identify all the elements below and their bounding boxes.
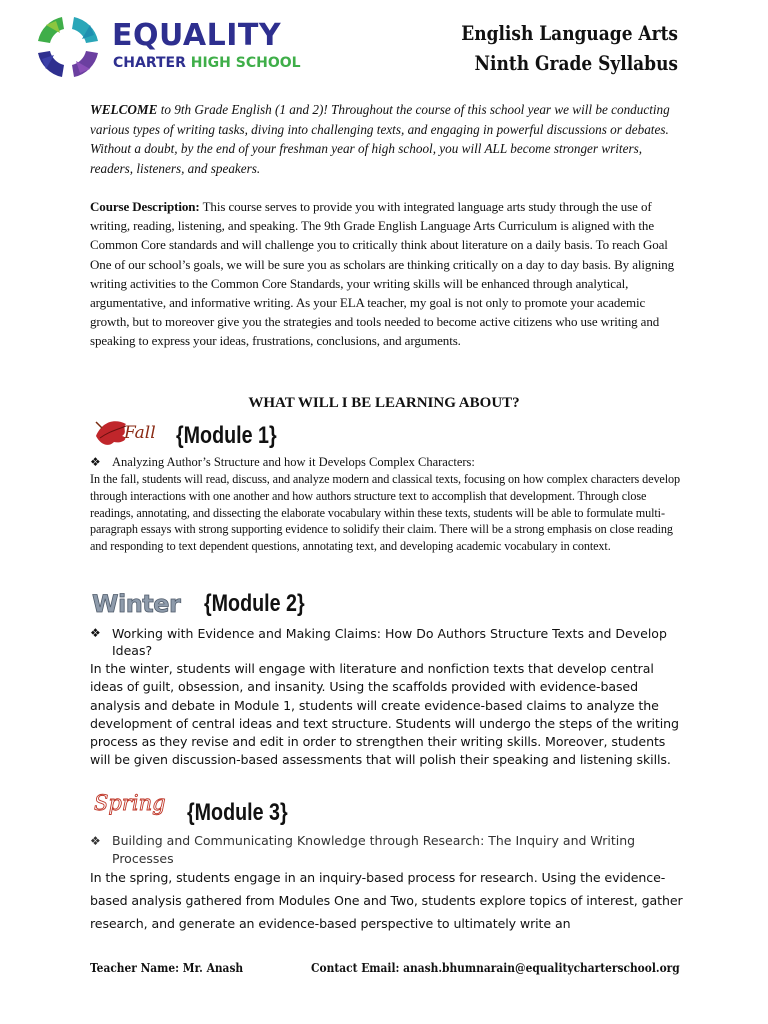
welcome-text: to 9th Grade English (1 and 2)! Throughout the course of this school year we will be conducting various types of writing tasks, diving into challenging texts, and engaging in powerful discussions or debates. Without a doubt, by the end of your freshman year of high school, you will ALL become stronger writers, readers, listeners, and speakers. [90, 102, 670, 176]
spring-season-label: Spring [94, 791, 166, 815]
course-description [90, 197, 685, 351]
module-1-bullet [90, 455, 690, 470]
diamond-bullet-icon: ❖ [90, 626, 101, 640]
module-2-body: In the winter, students will engage with literature and nonfiction texts that develop central ideas of guilt, obsession, and insanity. Using the scaffolds provided with evidence-based analysis and debate in Module 1, students will create evidence-based claims to analyze the development of central ideas and text structure. Students will undergo the steps of the writing process as they revise and edit in order to strengthen their writing skills. Moreover, students will be given discussion-based assessments that will polish their speaking and listening skills. [90, 661, 679, 768]
school-logo-icon [28, 8, 108, 86]
learning-heading: WHAT WILL I BE LEARNING ABOUT? [248, 395, 520, 411]
school-name: EQUALITY [112, 18, 282, 53]
module-1-title: {Module 1} [176, 422, 277, 449]
winter-snow-icon [90, 588, 196, 618]
school-subtitle-charter: CHARTER [113, 55, 191, 71]
course-title-line1: English Language Arts [461, 21, 678, 45]
course-title-line2: Ninth Grade Syllabus [474, 51, 678, 75]
contact-email[interactable]: Contact Email: anash.bhumnarain@equalitycharterschool.org [311, 960, 680, 975]
module-2-title: {Module 2} [204, 590, 305, 617]
module-3-bullet-text: Building and Communicating Knowledge through Research: The Inquiry and Writing Processes [112, 833, 636, 866]
diamond-bullet-icon: ❖ [90, 455, 101, 469]
course-title [423, 18, 678, 78]
module-1-bullet-text: Analyzing Author’s Structure and how it Develops Complex Characters: [112, 455, 475, 469]
teacher-name: Teacher Name: Mr. Anash [90, 960, 244, 975]
school-subtitle [113, 55, 301, 71]
module-3-bullet [90, 832, 690, 868]
module-2-bullet-text: Working with Evidence and Making Claims: How Do Authors Structure Texts and Develop Ideas? [112, 626, 667, 658]
welcome-paragraph [90, 100, 680, 178]
school-subtitle-highschool: HIGH SCHOOL [190, 55, 301, 71]
module-3-title: {Module 3} [187, 799, 288, 826]
module-2-bullet [90, 625, 690, 659]
diamond-bullet-icon: ❖ [90, 834, 101, 848]
spring-flower-icon [92, 788, 186, 820]
fall-season-label: Fall [124, 423, 156, 443]
winter-season-label: Winter [92, 590, 181, 618]
fall-leaf-icon [92, 414, 176, 452]
course-description-text: This course serves to provide you with integrated language arts study through the use of writing, reading, listening, and speaking. The 9th Grade English Language Arts Curriculum is aligned with the Common Core standards and will challenge you to critically think about literature on a daily basis. To reach Goal One of our school’s goals, we will be sure you as scholars are thinking critically on a day to day basis. By aligning writing activities to the Common Core Standards, your writing skills will be enhanced through analytical, argumentative, and informative writing. As your ELA teacher, my goal is not only to promote your academic growth, but to moreover give you the strategies and tools needed to become active citizens who use writing and speaking to express your ideas, frustrations, conclusions, and arguments. [90, 199, 675, 349]
module-3-body: In the spring, students engage in an inquiry-based process for research. Using the evidence-based analysis gathered from Modules One and Two, students explore topics of interest, gather research, and generate an evidence-based perspective to ultimately write an [90, 870, 683, 931]
module-1-body: In the fall, students will read, discuss, and analyze modern and classical texts, focusing on how complex characters develop through interactions with one another and how authors structure text to accomplish that development. Through close readings, annotating, and dissecting the elaborate vocabulary within these texts, students will be able to formulate multi-paragraph essays with strong supporting evidence to solidify their claim. There will be a strong emphasis on close reading and responding to text dependent questions, annotating text, and developing academic vocabulary in context. [90, 472, 681, 554]
welcome-lead: WELCOME [90, 102, 158, 117]
course-description-label: Course Description: [90, 199, 200, 214]
